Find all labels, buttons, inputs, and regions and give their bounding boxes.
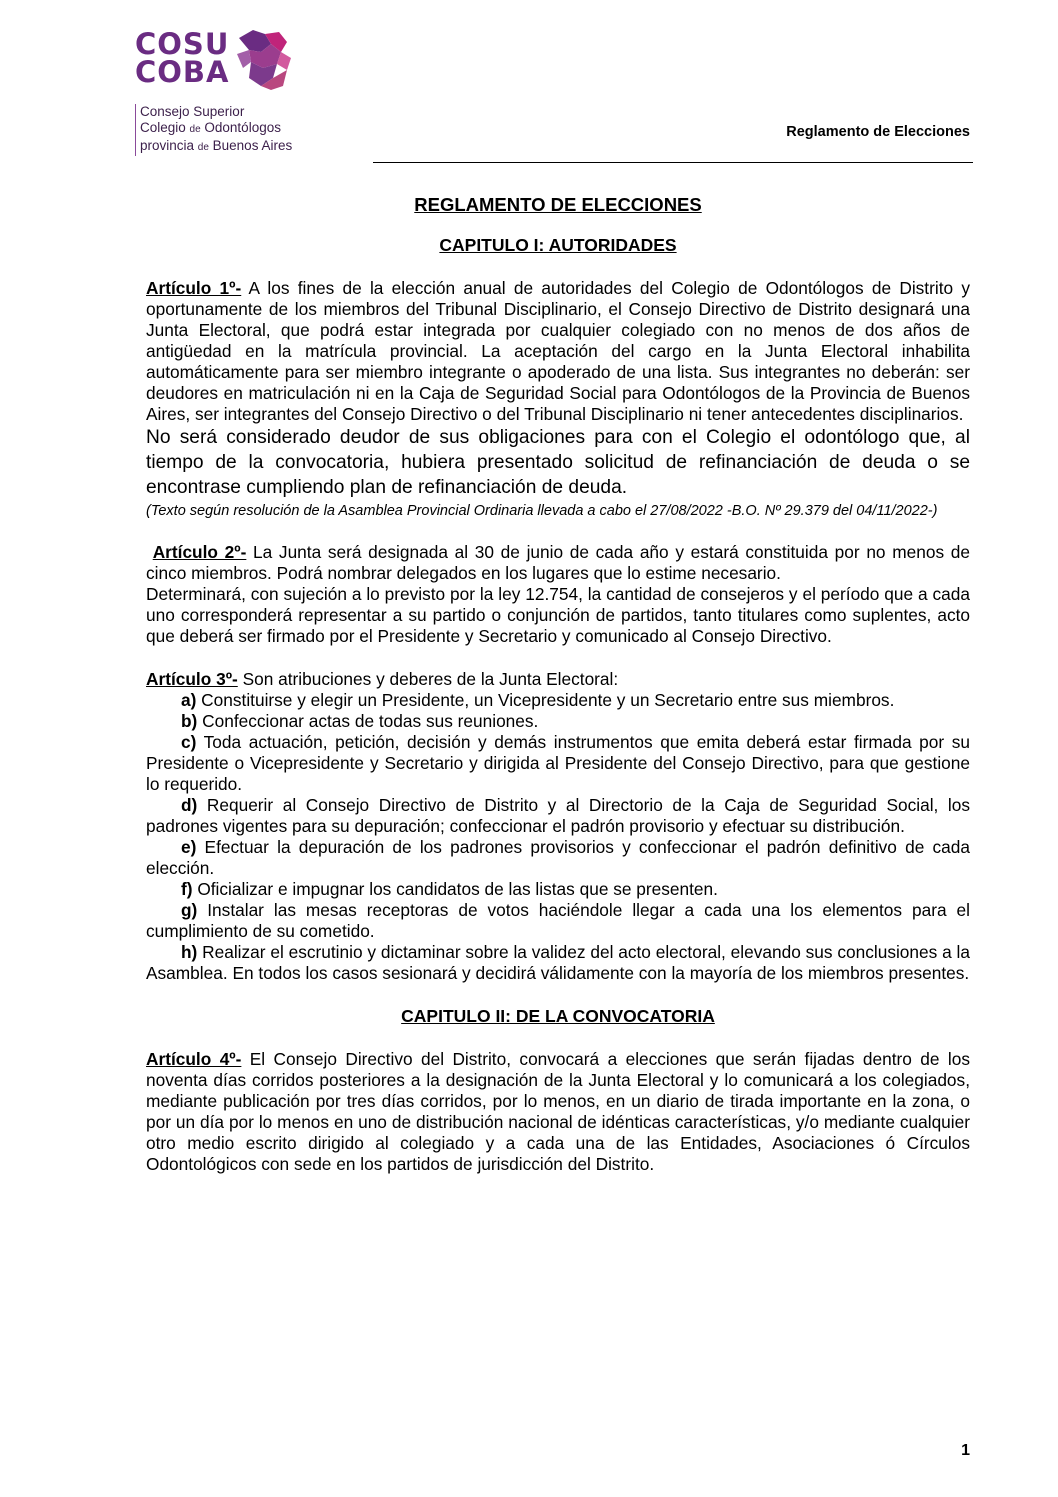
article-1-addendum: No será considerado deudor de sus obligaciones para con el Colegio el odontólogo que, al tiempo de la convocatoria, hubiera presentado solicitud de refinanciación de deuda o se encontrase cumpliendo plan de refinanciación de deuda. xyxy=(146,427,970,498)
list-item: g) Instalar las mesas receptoras de votos haciéndole llegar a cada una los elementos para el cumplimiento de su cometido. xyxy=(146,900,970,941)
list-item: h) Realizar el escrutinio y dictaminar sobre la validez del acto electoral, elevando sus conclusiones a la Asamblea. En todos los casos sesionará y decidirá válidamente con la mayoría de los miembros presentes. xyxy=(146,942,970,983)
list-item: b) Confeccionar actas de todas sus reuniones. xyxy=(181,711,539,731)
article-2: Artículo 2º- La Junta será designada al 30 de junio de cada año y estará constituida por no menos de cinco miembros. Podrá nombrar delegados en los lugares que lo estime necesario. xyxy=(146,542,970,583)
province-map-icon xyxy=(231,28,293,92)
logo-subtitle: Consejo Superior Colegio de Odontólogos provincia de Buenos Aires xyxy=(135,104,335,156)
article-3-label: Artículo 3º- xyxy=(146,669,238,689)
logo-wordmark: COSU COBA xyxy=(135,27,230,89)
article-3: Artículo 3º- Son atribuciones y deberes de la Junta Electoral: xyxy=(146,669,619,689)
list-item: d) Requerir al Consejo Directivo de Distrito y al Directorio de la Caja de Seguridad Social, los padrones vigentes para su depuración; confeccionar el padrón provisorio y efectuar su distribución. xyxy=(146,795,970,836)
page-title: REGLAMENTO DE ELECCIONES xyxy=(414,194,702,215)
list-item: a) Constituirse y elegir un Presidente, un Vicepresidente y un Secretario entre sus miembros. xyxy=(181,690,895,710)
list-item: c) Toda actuación, petición, decisión y demás instrumentos que emita deberá estar firmada por su Presidente o Vicepresidente y Secretario y dirigida al Presidente del Consejo Directivo, para que gestione lo requerido. xyxy=(146,732,970,794)
chapter-1-heading: CAPITULO I: AUTORIDADES xyxy=(439,235,677,255)
article-1-note: (Texto según resolución de la Asamblea Provincial Ordinaria llevada a cabo el 27/08/2022 -B.O. Nº 29.379 del 04/11/2022-) xyxy=(146,503,938,519)
header-divider xyxy=(373,162,973,163)
article-4: Artículo 4º- El Consejo Directivo del Distrito, convocará a elecciones que serán fijadas dentro de los noventa días corridos posteriores a la designación de la Junta Electoral y lo comunicará a los colegiados, mediante publicación por tres días corridos, por lo menos, en un diario de tirada importante en la zona, o por un día por lo menos en uno de distribución nacional de idénticas características, y/o mediante cualquier otro medio escrito dirigido al colegiado y a cada una de las Entidades, Asociaciones ó Círculos Odontológicos con sede en los partidos de jurisdicción del Distrito. xyxy=(146,1049,970,1174)
chapter-2-heading: CAPITULO II: DE LA CONVOCATORIA xyxy=(401,1006,715,1026)
article-1: Artículo 1º- A los fines de la elección anual de autoridades del Colegio de Odontólogos de Distrito y oportunamente de los miembros del Tribunal Disciplinario, el Consejo Directivo de Distrito designará una Junta Electoral, que podrá estar integrada por cualquier colegiado con no menos de dos años de antigüedad en la matrícula provincial. La aceptación del cargo en la Junta Electoral inhabilita automáticamente para ser miembro integrante o apoderado de una lista. Sus integrantes no deberán: ser deudores en matriculación ni en la Caja de Seguridad Social para Odontólogos de la Provincia de Buenos Aires, ser integrantes del Consejo Directivo o del Tribunal Disciplinario ni tener antecedentes disciplinarios. xyxy=(146,278,971,424)
page-number: 1 xyxy=(961,1442,970,1459)
document-header-title: Reglamento de Elecciones xyxy=(786,124,970,140)
cosucoba-logo xyxy=(135,27,335,160)
document-body xyxy=(146,194,970,1175)
article-1-label: Artículo 1º- xyxy=(146,278,242,298)
list-item: f) Oficializar e impugnar los candidatos de las listas que se presenten. xyxy=(181,879,718,899)
article-4-label: Artículo 4º- xyxy=(146,1049,242,1069)
article-2-label: Artículo 2º- xyxy=(152,542,247,562)
article-2-continued: Determinará, con sujeción a lo previsto por la ley 12.754, la cantidad de consejeros y el período que a cada uno corresponderá representar a su partido o conjunción de partidos, tanto titulares como suplentes, acto que deberá ser firmado por el Presidente y Secretario y comunicado al Consejo Directivo. xyxy=(146,584,970,646)
list-item: e) Efectuar la depuración de los padrones provisorios y confeccionar el padrón definitivo de cada elección. xyxy=(146,837,970,878)
